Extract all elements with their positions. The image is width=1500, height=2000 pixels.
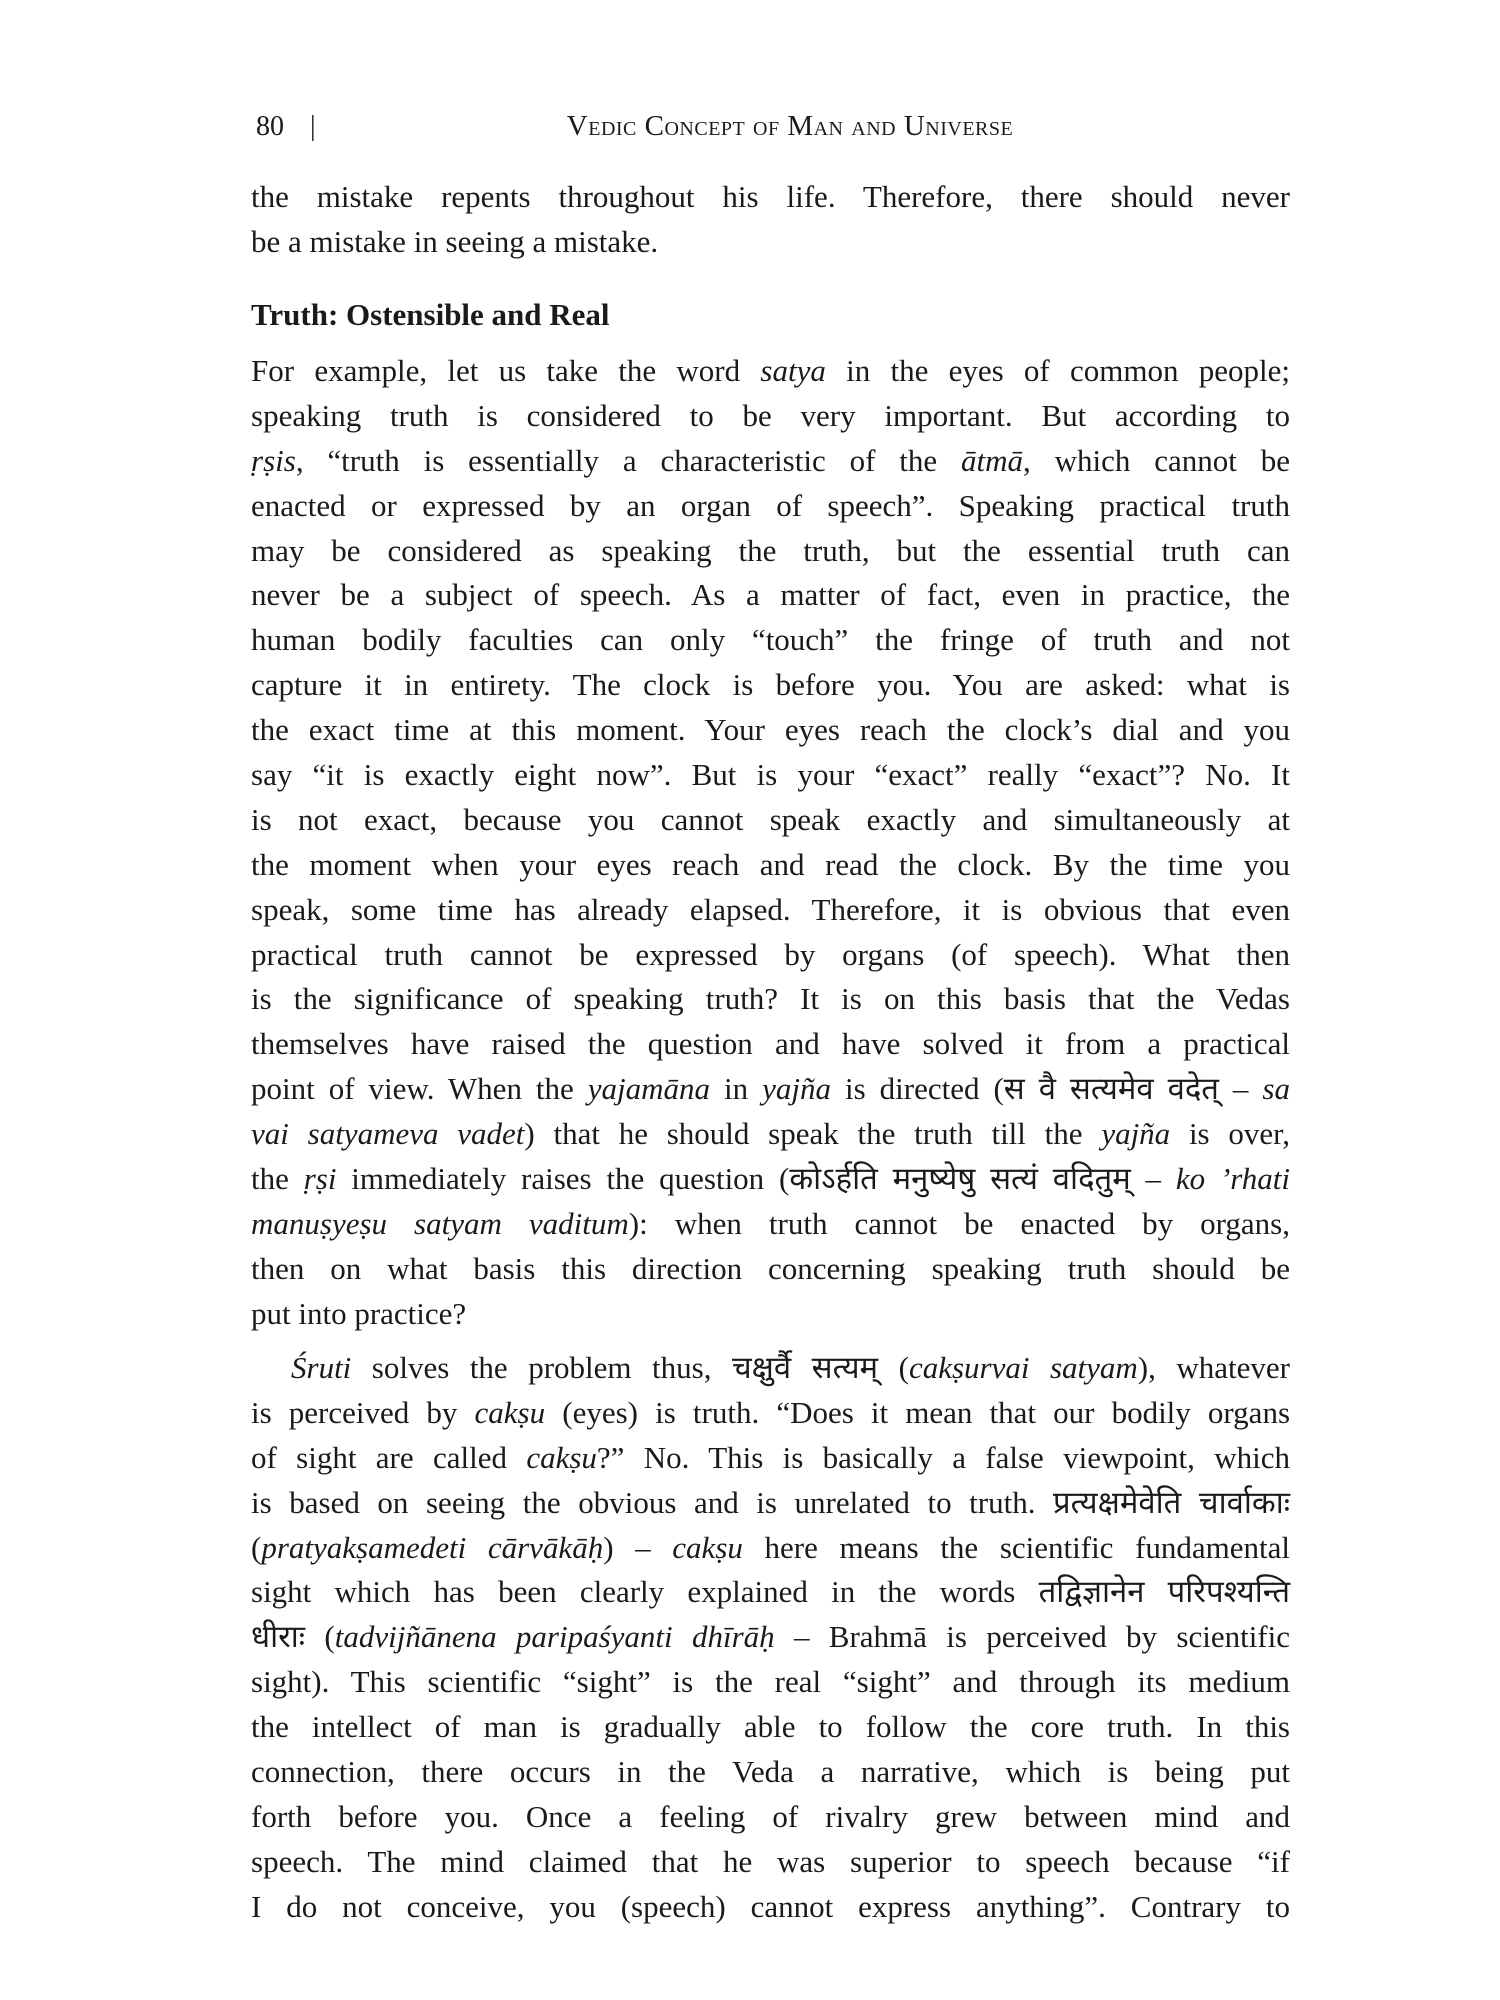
italic-term: yajña bbox=[762, 1071, 831, 1107]
text-line bbox=[251, 220, 1290, 265]
text-run: forth before you. Once a feeling of rivalry grew between mind and bbox=[251, 1798, 1290, 1834]
text-run: the bbox=[251, 1161, 304, 1197]
italic-term: manuṣyeṣu satyam vaditum bbox=[251, 1205, 629, 1241]
text-run: ?” No. This is basically a false viewpoint, which bbox=[596, 1439, 1290, 1475]
text-run: is not exact, because you cannot speak exactly and simultaneously at bbox=[251, 801, 1290, 837]
text-line bbox=[251, 1157, 1290, 1202]
text-run: here means the scientific fundamental bbox=[742, 1529, 1291, 1565]
text-run: ) – bbox=[603, 1529, 673, 1565]
italic-term: vai satyameva vadet bbox=[251, 1116, 525, 1152]
text-line bbox=[251, 618, 1290, 663]
text-run: , “truth is essentially a characteristic of the bbox=[295, 442, 961, 478]
text-line bbox=[251, 708, 1290, 753]
text-line bbox=[251, 1436, 1290, 1481]
text-run: sight). This scientific “sight” is the real “sight” and through its medium bbox=[251, 1664, 1290, 1700]
text-run: human bodily faculties can only “touch” the fringe of truth and not bbox=[251, 622, 1290, 658]
text-run: is over, bbox=[1170, 1116, 1290, 1152]
text-run: solves the problem thus, चक्षुर्वै सत्यम् ( bbox=[351, 1350, 909, 1385]
text-line bbox=[251, 1570, 1290, 1615]
text-run: practical truth cannot be expressed by organs (of speech). What then bbox=[251, 936, 1290, 972]
text-line bbox=[251, 175, 1290, 220]
text-line bbox=[251, 888, 1290, 933]
text-run: I do not conceive, you (speech) cannot express anything”. Contrary to bbox=[251, 1888, 1290, 1924]
italic-term: Śruti bbox=[291, 1350, 352, 1385]
header-separator: | bbox=[310, 111, 316, 142]
text-run: – Brahmā is perceived by scientific bbox=[774, 1619, 1290, 1655]
text-line bbox=[251, 1481, 1290, 1526]
text-line bbox=[251, 753, 1290, 798]
text-line bbox=[251, 1705, 1290, 1750]
text-line bbox=[251, 1346, 1290, 1391]
text-run: ( bbox=[251, 1529, 262, 1565]
text-run: speech. The mind claimed that he was superior to speech because “if bbox=[251, 1843, 1290, 1879]
text-line bbox=[251, 933, 1290, 978]
continued-paragraph bbox=[251, 175, 1290, 265]
text-run: the moment when your eyes reach and read the clock. By the time you bbox=[251, 846, 1290, 882]
text-line bbox=[251, 1795, 1290, 1840]
text-run: धीराः ( bbox=[251, 1619, 335, 1655]
italic-term: yajña bbox=[1101, 1116, 1171, 1152]
text-run: never be a subject of speech. As a matter of fact, even in practice, the bbox=[251, 577, 1290, 613]
text-line bbox=[251, 1840, 1290, 1885]
text-run: immediately raises the question (कोऽर्हति मनुष्येषु सत्यं वदितुम् – bbox=[336, 1161, 1176, 1197]
italic-term: satya bbox=[760, 353, 826, 388]
paragraph bbox=[251, 1346, 1290, 1930]
text-line bbox=[251, 1660, 1290, 1705]
italic-term: cakṣu bbox=[474, 1394, 546, 1430]
italic-term: cakṣu bbox=[672, 1529, 743, 1565]
text-run: ), whatever bbox=[1137, 1350, 1290, 1385]
text-line bbox=[251, 573, 1290, 618]
text-run: , which cannot be bbox=[1023, 442, 1290, 478]
text-run: ): when truth cannot be enacted by organs, bbox=[628, 1205, 1290, 1241]
text-run: then on what basis this direction concerning speaking truth should be bbox=[251, 1250, 1290, 1286]
text-run: sight which has been clearly explained in the words तद्विज्ञानेन परिपश्यन्ति bbox=[251, 1574, 1290, 1610]
section-heading: Truth: Ostensible and Real bbox=[251, 297, 610, 332]
text-run: point of view. When the bbox=[251, 1071, 588, 1107]
text-run: capture it in entirety. The clock is before you. You are asked: what is bbox=[251, 667, 1290, 703]
text-line bbox=[251, 1615, 1290, 1660]
italic-term: sa bbox=[1262, 1071, 1290, 1107]
text-run: the intellect of man is gradually able to follow the core truth. In this bbox=[251, 1709, 1290, 1745]
italic-term: ṛṣis bbox=[251, 442, 296, 478]
italic-term: ko ’rhati bbox=[1175, 1161, 1291, 1197]
text-line bbox=[251, 1391, 1290, 1436]
text-run: in bbox=[710, 1071, 763, 1107]
page-number: 80 bbox=[256, 111, 284, 142]
text-run: enacted or expressed by an organ of speech”. Speaking practical truth bbox=[251, 487, 1290, 523]
text-run: the mistake repents throughout his life. Therefore, there should never bbox=[251, 179, 1290, 214]
text-line bbox=[251, 1067, 1290, 1112]
italic-term: ātmā bbox=[961, 442, 1023, 478]
text-line bbox=[251, 529, 1290, 574]
italic-term: tadvijñānena paripaśyanti dhīrāḥ bbox=[334, 1619, 775, 1655]
text-run: connection, there occurs in the Veda a narrative, which is being put bbox=[251, 1754, 1290, 1790]
text-line bbox=[251, 798, 1290, 843]
text-line bbox=[251, 1750, 1290, 1795]
text-run: be a mistake in seeing a mistake. bbox=[251, 223, 659, 259]
text-run: may be considered as speaking the truth, but the essential truth can bbox=[251, 532, 1290, 568]
italic-term: pratyakṣamedeti cārvākāḥ bbox=[261, 1529, 604, 1565]
text-line bbox=[251, 1112, 1290, 1157]
text-run: (eyes) is truth. “Does it mean that our bodily organs bbox=[545, 1394, 1291, 1430]
text-run: put into practice? bbox=[251, 1295, 467, 1331]
text-line bbox=[251, 843, 1290, 888]
text-line bbox=[251, 439, 1290, 484]
text-line bbox=[251, 1022, 1290, 1067]
text-run: of sight are called bbox=[251, 1439, 527, 1475]
text-line bbox=[251, 1885, 1290, 1930]
text-run: is the significance of speaking truth? It is on this basis that the Vedas bbox=[251, 981, 1290, 1017]
text-line bbox=[251, 1292, 1290, 1337]
italic-term: cakṣu bbox=[526, 1439, 597, 1475]
italic-term: ṛṣi bbox=[303, 1161, 337, 1197]
text-line bbox=[251, 663, 1290, 708]
text-run: in the eyes of common people; bbox=[825, 353, 1290, 388]
text-run: the exact time at this moment. Your eyes reach the clock’s dial and you bbox=[251, 712, 1290, 748]
italic-term: yajamāna bbox=[587, 1071, 711, 1107]
text-line bbox=[251, 484, 1290, 529]
text-run: is based on seeing the obvious and is unrelated to truth. प्रत्यक्षमेवेति चार्वाकाः bbox=[251, 1484, 1290, 1520]
text-run: is perceived by bbox=[251, 1394, 475, 1430]
text-line bbox=[251, 1526, 1290, 1571]
text-line bbox=[251, 1202, 1290, 1247]
text-line bbox=[251, 977, 1290, 1022]
italic-term: cakṣurvai satyam bbox=[908, 1350, 1138, 1385]
text-run: say “it is exactly eight now”. But is your “exact” really “exact”? No. It bbox=[251, 757, 1290, 793]
text-run: speak, some time has already elapsed. Therefore, it is obvious that even bbox=[251, 891, 1290, 927]
text-run: themselves have raised the question and have solved it from a practical bbox=[251, 1026, 1290, 1062]
text-line bbox=[251, 1247, 1290, 1292]
text-run: speaking truth is considered to be very important. But according to bbox=[251, 397, 1290, 433]
paragraph bbox=[251, 349, 1290, 1337]
text-line bbox=[251, 349, 1290, 394]
text-run: For example, let us take the word bbox=[251, 353, 761, 388]
text-line bbox=[251, 394, 1290, 439]
running-title: Vedic Concept of Man and Universe bbox=[566, 110, 1014, 142]
text-run: is directed (स वै सत्यमेव वदेत् – bbox=[831, 1071, 1263, 1107]
text-run: ) that he should speak the truth till the bbox=[524, 1116, 1102, 1152]
